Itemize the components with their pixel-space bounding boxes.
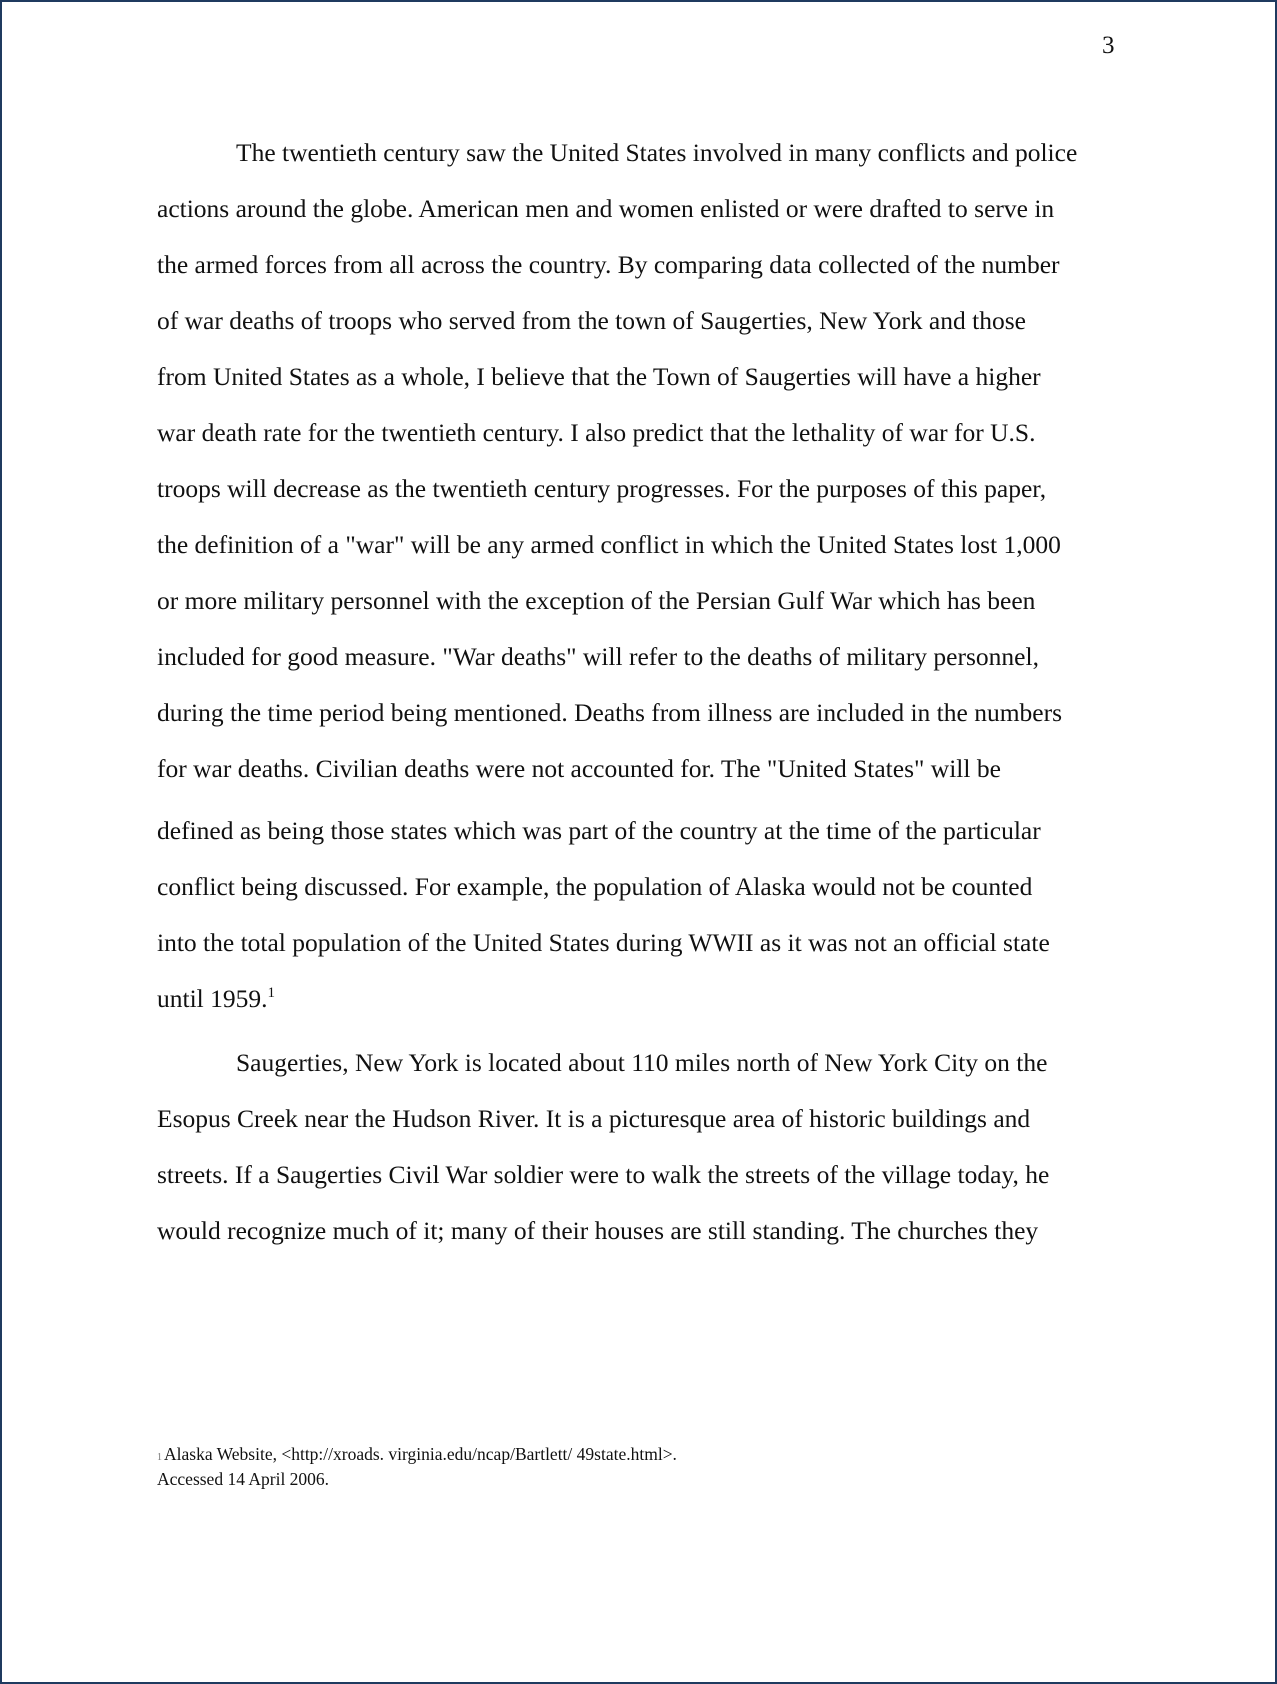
text-line: for war deaths. Civilian deaths were not accounted for. The "United States" will be bbox=[157, 754, 1001, 783]
text-line: during the time period being mentioned. Deaths from illness are included in the numbers bbox=[157, 698, 1063, 727]
text-line: war death rate for the twentieth century. I also predict that the lethality of war for U.S. bbox=[157, 418, 1036, 447]
footnote-reference[interactable]: 1 bbox=[267, 985, 276, 1001]
text-line: would recognize much of it; many of their houses are still standing. The churches they bbox=[157, 1216, 1039, 1245]
text-line-last bbox=[157, 984, 275, 1014]
text-line: The twentieth century saw the United States involved in many conflicts and police bbox=[236, 138, 1078, 167]
text-line: Esopus Creek near the Hudson River. It is a picturesque area of historic buildings and bbox=[157, 1104, 1031, 1133]
page-number: 3 bbox=[1102, 32, 1115, 59]
text-line: Saugerties, New York is located about 110 miles north of New York City on the bbox=[236, 1048, 1048, 1077]
text-line: included for good measure. "War deaths" will refer to the deaths of military personnel, bbox=[157, 642, 1039, 671]
text-line: defined as being those states which was part of the country at the time of the particular bbox=[157, 816, 1041, 845]
footnote-marker: 1 bbox=[157, 1452, 162, 1463]
text-line: into the total population of the United States during WWII as it was not an official state bbox=[157, 928, 1050, 957]
footnote-line: Accessed 14 April 2006. bbox=[157, 1469, 330, 1489]
text-line-content: until 1959. bbox=[157, 984, 268, 1013]
text-line: streets. If a Saugerties Civil War soldier were to walk the streets of the village today, he bbox=[157, 1160, 1050, 1189]
footnote-line bbox=[157, 1443, 677, 1469]
text-line: of war deaths of troops who served from the town of Saugerties, New York and those bbox=[157, 306, 1026, 335]
text-line: or more military personnel with the exception of the Persian Gulf War which has been bbox=[157, 586, 1036, 615]
text-line: actions around the globe. American men and women enlisted or were drafted to serve in bbox=[157, 194, 1055, 223]
text-line: the armed forces from all across the country. By comparing data collected of the number bbox=[157, 250, 1060, 279]
text-line: conflict being discussed. For example, the population of Alaska would not be counted bbox=[157, 872, 1033, 901]
footnote-text: Alaska Website, <http://xroads. virginia.edu/ncap/Bartlett/ 49state.html>. bbox=[164, 1444, 677, 1464]
text-line: troops will decrease as the twentieth century progresses. For the purposes of this paper, bbox=[157, 474, 1047, 503]
text-line: the definition of a "war" will be any armed conflict in which the United States lost 1,000 bbox=[157, 530, 1061, 559]
text-line: from United States as a whole, I believe that the Town of Saugerties will have a higher bbox=[157, 362, 1041, 391]
